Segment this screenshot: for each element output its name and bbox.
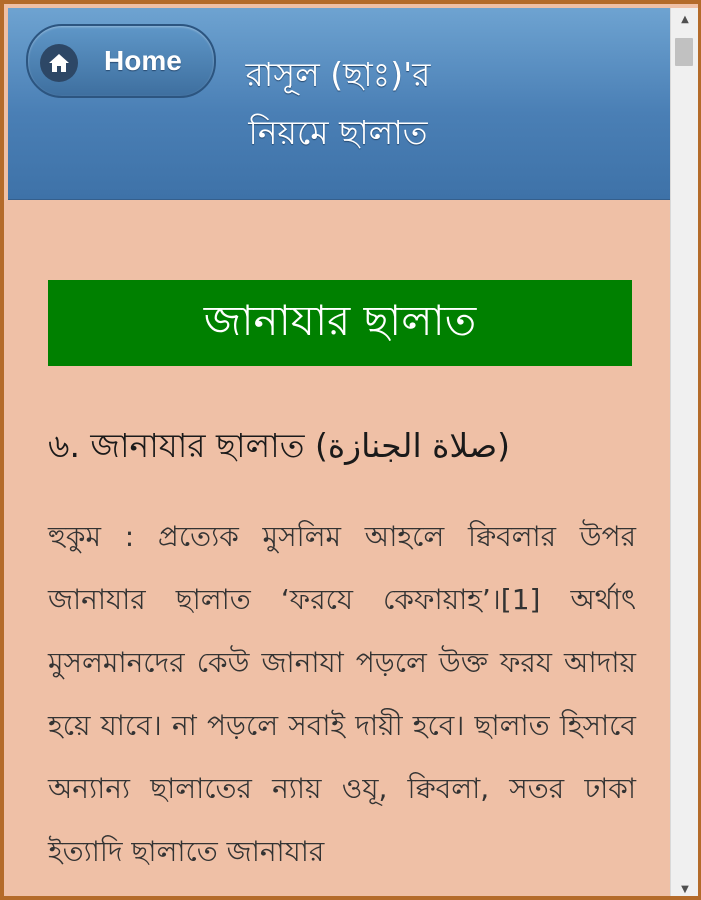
- body-paragraph: হুকুম : প্রত্যেক মুসলিম আহলে ক্বিবলার উপর জানাযার ছালাত ‘ফরযে কেফায়াহ’।[1] অর্থাৎ মুসলমানদের কেউ জানাযা পড়লে উক্ত ফরয আদায় হয়ে যাবে। না পড়লে সবাই দায়ী হবে। ছালাত হিসাবে অন্যান্য ছালাতের ন্যায় ওযূ, ক্বিবলা, সতর ঢাকা ইত্যাদি ছালাতে জানাযার: [48, 520, 636, 868]
- scroll-down-arrow-icon[interactable]: ▼: [681, 883, 689, 895]
- scroll-up-arrow-icon[interactable]: ▲: [681, 13, 689, 25]
- home-button-label: Home: [104, 45, 182, 76]
- header-bar: [8, 8, 670, 200]
- main-content: [8, 200, 670, 900]
- page-title: রাসূল (ছাঃ)'র নিয়মে ছালাত: [245, 55, 431, 152]
- scrollbar-thumb[interactable]: [675, 38, 693, 66]
- home-button[interactable]: [26, 24, 216, 98]
- home-icon: [40, 44, 78, 82]
- vertical-scrollbar[interactable]: [670, 8, 699, 900]
- section-heading: ৬. জানাযার ছালাত (صلاة الجنازة): [48, 426, 511, 465]
- section-banner: জানাযার ছালাত: [48, 280, 632, 366]
